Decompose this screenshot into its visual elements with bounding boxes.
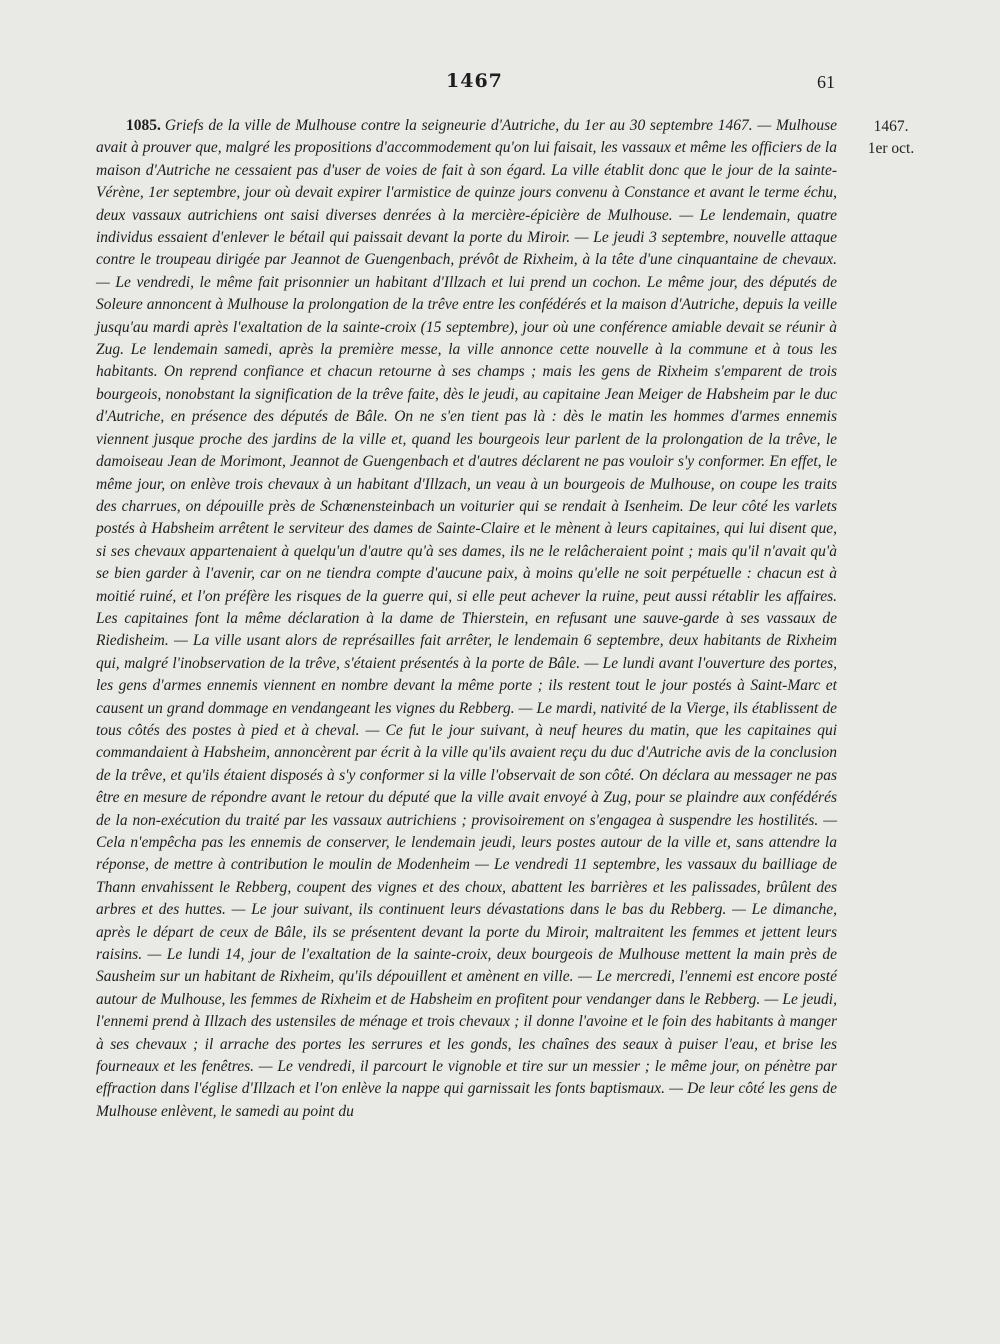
running-head (0, 70, 1000, 100)
margin-date: 1er oct. (867, 140, 915, 157)
header-year: 1467 (446, 70, 503, 92)
entry-paragraph (96, 115, 837, 1123)
entry-number: 1085. (126, 117, 161, 134)
margin-year: 1467. (873, 118, 909, 135)
entry-text: Griefs de la ville de Mulhouse contre la seigneurie d'Autriche, du 1er au 30 septembre 1467. — Mulhouse avait à prouver que, malgré les propositions d'accommodement qu'on lui faisait, les vassaux et même les officiers de la maison d'Autriche ne cessaient pas d'user de voies de fait à son égard. La ville établit donc que le jour de la sainte-Vérène, 1er septembre, jour où devait expirer l'armistice de quinze jours convenu à Constance et avant le terme échu, deux vassaux autrichiens ont saisi diverses denrées à la mercière-épicière de Mulhouse. — Le lendemain, quatre individus essaient d'enlever le bétail qui paissait devant la porte du Miroir. — Le jeudi 3 septembre, nouvelle attaque contre le troupeau dirigée par Jeannot de Guengenbach, prévôt de Rixheim, à la tête d'une cinquantaine de chevaux. — Le vendredi, le même fait prisonnier un habitant d'Illzach et lui prend un cochon. Le même jour, des députés de Soleure annoncent à Mulhouse la prolongation de la trêve entre les confédérés et la maison d'Autriche, depuis la veille jusqu'au mardi après l'exaltation de la sainte-croix (15 septembre), jour où une conférence amiable devait se réunir à Zug. Le lendemain samedi, après la première messe, la ville annonce cette nouvelle à la commune et à tous les habitants. On reprend confiance et chacun retourne à ses champs ; mais les gens de Rixheim s'emparent de trois bourgeois, nonobstant la signification de la trêve faite, dès le jeudi, au capitaine Jean Meiger de Habsheim par le duc d'Autriche, en présence des députés de Bâle. On ne s'en tient pas là : dès le matin les hommes d'armes ennemis viennent jusque proche des jardins de la ville et, quand les bourgeois leur parlent de la prolongation de la trêve, le damoiseau Jean de Morimont, Jeannot de Guengenbach et d'autres déclarent ne pas vouloir s'y conformer. En effet, le même jour, on enlève trois chevaux à un habitant d'Illzach, un veau à un bourgeois de Mulhouse, on coupe les traits des charrues, on dépouille près de Schœnensteinbach un voiturier qui se rendait à Isenheim. De leur côté les varlets postés à Habsheim arrêtent le serviteur des dames de Sainte-Claire et le mènent à leurs capitaines, qui lui disent que, si ses chevaux appartenaient à quelqu'un d'autre qu'à ses dames, ils ne le relâcheraient point ; mais qu'il n'avait qu'à se bien garder à l'avenir, car on ne tiendra compte d'aucune paix, à moins qu'elle ne soit perpétuelle : chacun est à moitié ruiné, et l'on préfère les risques de la guerre qui, si elle peut achever la ruine, peut aussi rétablir les affaires. Les capitaines font la même déclaration à la dame de Thierstein, en refusant une sauve-garde à ses vassaux de Riedisheim. — La ville usant alors de représailles fait arrêter, le lendemain 6 septembre, deux habitants de Rixheim qui, malgré l'inobservation de la trêve, s'étaient présentés à la porte de Bâle. — Le lundi avant l'ouverture des portes, les gens d'armes ennemis viennent en nombre devant la même porte ; ils restent tout le jour postés à Saint-Marc et causent un grand dommage en vendangeant les vignes du Rebberg. — Le mardi, nativité de la Vierge, ils établissent de tous côtés des postes à pied et à cheval. — Ce fut le jour suivant, à neuf heures du matin, que les capitaines qui commandaient à Habsheim, annoncèrent par écrit à la ville qu'ils avaient reçu du duc d'Autriche avis de la conclusion de la trêve, et qu'ils étaient disposés à s'y conformer si la ville l'observait de son côté. On déclara au messager ne pas être en mesure de répondre avant le retour du député que la ville avait envoyé à Zug, pour se plaindre aux confédérés de la non-exécution du traité par les vassaux autrichiens ; provisoirement on s'engagea à suspendre les hostilités. — Cela n'empêcha pas les ennemis de conserver, le lendemain jeudi, leurs postes autour de la ville et, sans attendre la réponse, de mettre à contribution le moulin de Modenheim — Le vendredi 11 septembre, les vassaux du bailliage de Thann envahissent le Rebberg, coupent des vignes et des choux, abattent les barrières et les palissades, brûlent des arbres et des huttes. — Le jour suivant, ils continuent leurs dévastations dans le bas du Rebberg. — Le dimanche, après le départ de ceux de Bâle, ils se présentent devant la porte du Miroir, maltraitent les femmes et jettent leurs raisins. — Le lundi 14, jour de l'exaltation de la sainte-croix, deux bourgeois de Mulhouse mettent la main près de Sausheim sur un habitant de Rixheim, qu'ils dépouillent et amènent en ville. — Le mercredi, l'ennemi est encore posté autour de Mulhouse, les femmes de Rixheim et de Habsheim en profitent pour vendanger dans le Rebberg. — Le jeudi, l'ennemi prend à Illzach des ustensiles de ménage et trois chevaux ; il donne l'avoine et le foin des habitants à manger à ses chevaux ; il arrache des portes les serrures et les gonds, les chaînes des seaux à puiser l'eau, et brise les fourneaux et les fenêtres. — Le vendredi, il parcourt le vignoble et tire sur un messier ; le même jour, on pénètre par effraction dans l'église d'Illzach et l'on enlève la nappe qui garnissait les fonts baptismaux. — De leur côté les gens de Mulhouse enlèvent, le samedi au point du (96, 117, 837, 1120)
entry-body (96, 115, 837, 1123)
page-number: 61 (817, 72, 835, 92)
margin-note (856, 116, 926, 160)
